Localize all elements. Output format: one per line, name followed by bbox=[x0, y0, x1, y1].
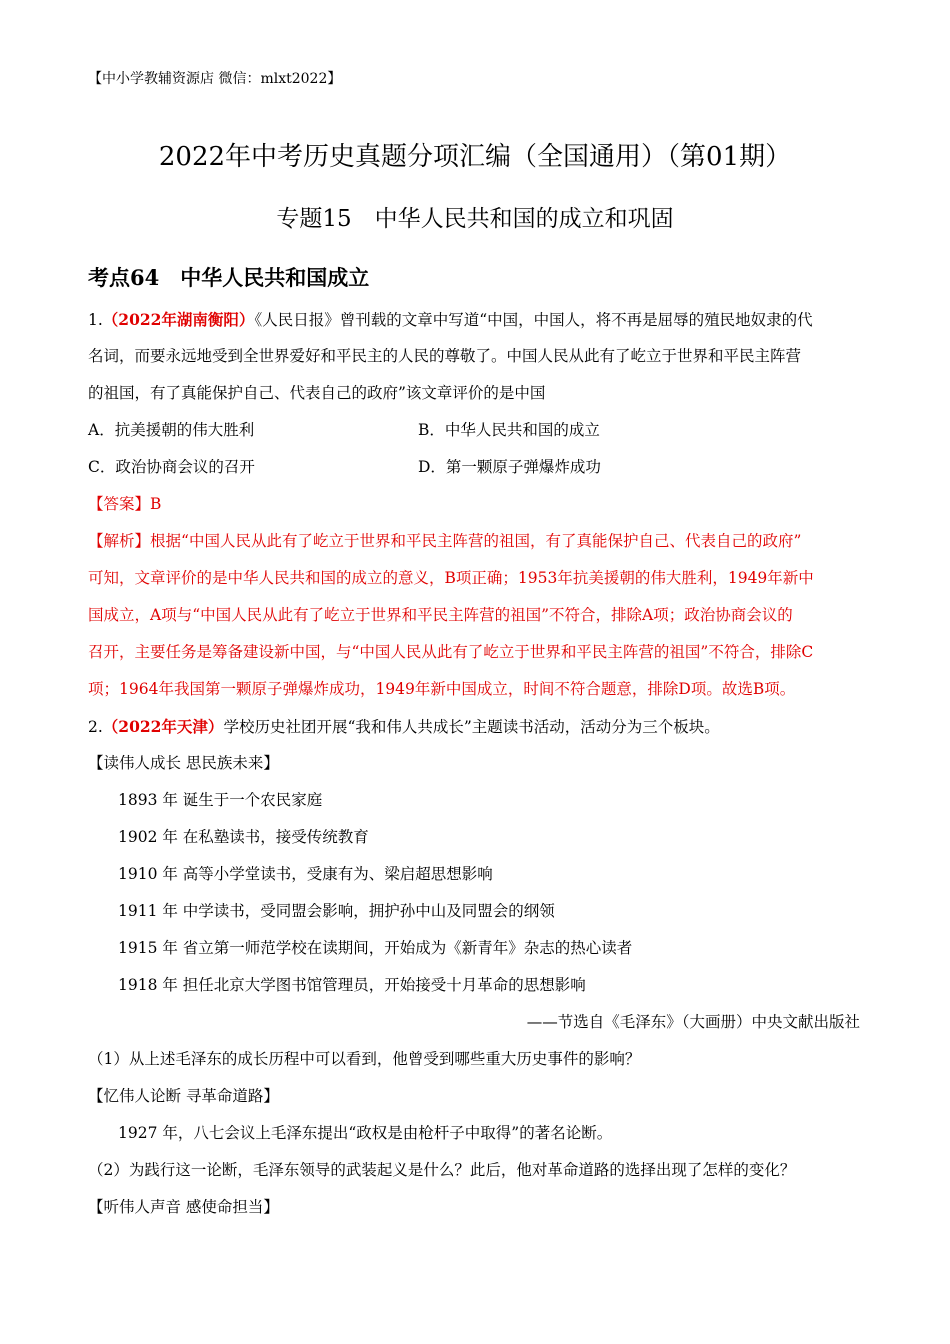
q1-answer-value: B bbox=[150, 495, 162, 513]
timeline-item-1915: 1915 年 省立第一师范学校在读期间，开始成为《新青年》杂志的热心读者 bbox=[118, 939, 633, 957]
q1-options-row-2 bbox=[88, 455, 868, 492]
q1-stem-line-2: 名词，而要永远地受到全世界爱好和平民主的人民的尊敬了。中国人民从此有了屹立于世界和平民主阵营 bbox=[88, 347, 802, 365]
q1-answer bbox=[88, 492, 868, 529]
q1-options-row-1 bbox=[88, 418, 868, 455]
q1-number: 1. bbox=[88, 311, 103, 329]
q2-stem-text: 学校历史社团开展“我和伟人共成长”主题读书活动，活动分为三个板块。 bbox=[223, 718, 720, 736]
section-heading: 考点64 中华人民共和国成立 bbox=[88, 265, 370, 290]
header-note: 【中小学教辅资源店 微信：mlxt2022】 bbox=[88, 71, 342, 87]
q1-option-c: C．政治协商会议的召开 bbox=[88, 458, 255, 476]
q2-block-1-heading: 【读伟人成长 思民族未来】 bbox=[88, 754, 279, 772]
timeline-item-1902: 1902 年 在私塾读书，接受传统教育 bbox=[118, 828, 369, 846]
q2-block-2-heading: 【忆伟人论断 寻革命道路】 bbox=[88, 1087, 279, 1105]
q1-analysis-line-2: 可知，文章评价的是中华人民共和国的成立的意义，B项正确；1953年抗美援朝的伟大胜利，1949年新中 bbox=[88, 569, 814, 587]
timeline-item-1893: 1893 年 诞生于一个农民家庭 bbox=[118, 791, 323, 809]
q1-analysis-text-1: 根据“中国人民从此有了屹立于世界和平民主阵营的祖国，有了真能保护自己、代表自己的政府” bbox=[150, 532, 802, 550]
q2-stem-line bbox=[88, 714, 868, 751]
timeline-item-1918: 1918 年 担任北京大学图书馆管理员，开始接受十月革命的思想影响 bbox=[118, 976, 586, 994]
question-content bbox=[88, 307, 868, 1232]
q1-stem-line-3: 的祖国，有了真能保护自己、代表自己的政府”该文章评价的是中国 bbox=[88, 384, 546, 402]
q1-stem-text-1: 《人民日报》曾刊载的文章中写道“中国，中国人，将不再是屈辱的殖民地奴隶的代 bbox=[254, 311, 813, 329]
q2-block-3-heading: 【听伟人声音 感使命担当】 bbox=[88, 1198, 279, 1216]
q1-answer-tag: 【答案】 bbox=[88, 495, 151, 513]
q1-analysis-tag: 【解析】 bbox=[88, 532, 151, 550]
q1-analysis-line-4: 召开，主要任务是筹备建设新中国，与“中国人民从此有了屹立于世界和平民主阵营的祖国”不符合，排除C bbox=[88, 643, 814, 661]
q2-quote-1927: 1927 年，八七会议上毛泽东提出“政权是由枪杆子中取得”的著名论断。 bbox=[118, 1124, 613, 1142]
q2-source: （2022年天津） bbox=[102, 717, 224, 736]
timeline-item-1911: 1911 年 中学读书，受同盟会影响，拥护孙中山及同盟会的纲领 bbox=[118, 902, 555, 920]
q1-source: （2022年湖南衡阳） bbox=[102, 310, 255, 329]
q2-number: 2. bbox=[88, 718, 103, 736]
q1-analysis-line-3: 国成立，A项与“中国人民从此有了屹立于世界和平民主阵营的祖国”不符合，排除A项；政治协商会议的 bbox=[88, 606, 793, 624]
document-subtitle: 专题15 中华人民共和国的成立和巩固 bbox=[276, 206, 674, 232]
q1-analysis-line-1 bbox=[88, 529, 868, 566]
q1-option-b: B．中华人民共和国的成立 bbox=[418, 421, 600, 439]
q2-sub-question-1: （1）从上述毛泽东的成长历程中可以看到，他曾受到哪些重大历史事件的影响？ bbox=[88, 1050, 641, 1068]
q1-analysis-line-5: 项；1964年我国第一颗原子弹爆炸成功，1949年新中国成立，时间不符合题意，排除D项。故选B项。 bbox=[88, 680, 796, 698]
q1-option-d: D．第一颗原子弹爆炸成功 bbox=[418, 458, 601, 476]
timeline-citation: ——节选自《毛泽东》（大画册）中央文献出版社 bbox=[526, 1013, 860, 1031]
q2-sub-question-2: （2）为践行这一论断，毛泽东领导的武装起义是什么？此后，他对革命道路的选择出现了怎样的变化？ bbox=[88, 1161, 796, 1179]
q1-option-a: A．抗美援朝的伟大胜利 bbox=[88, 421, 255, 439]
document-title: 2022年中考历史真题分项汇编（全国通用）（第01期） bbox=[158, 142, 792, 172]
q1-stem-line-1 bbox=[88, 307, 868, 344]
timeline-item-1910: 1910 年 高等小学堂读书，受康有为、梁启超思想影响 bbox=[118, 865, 493, 883]
